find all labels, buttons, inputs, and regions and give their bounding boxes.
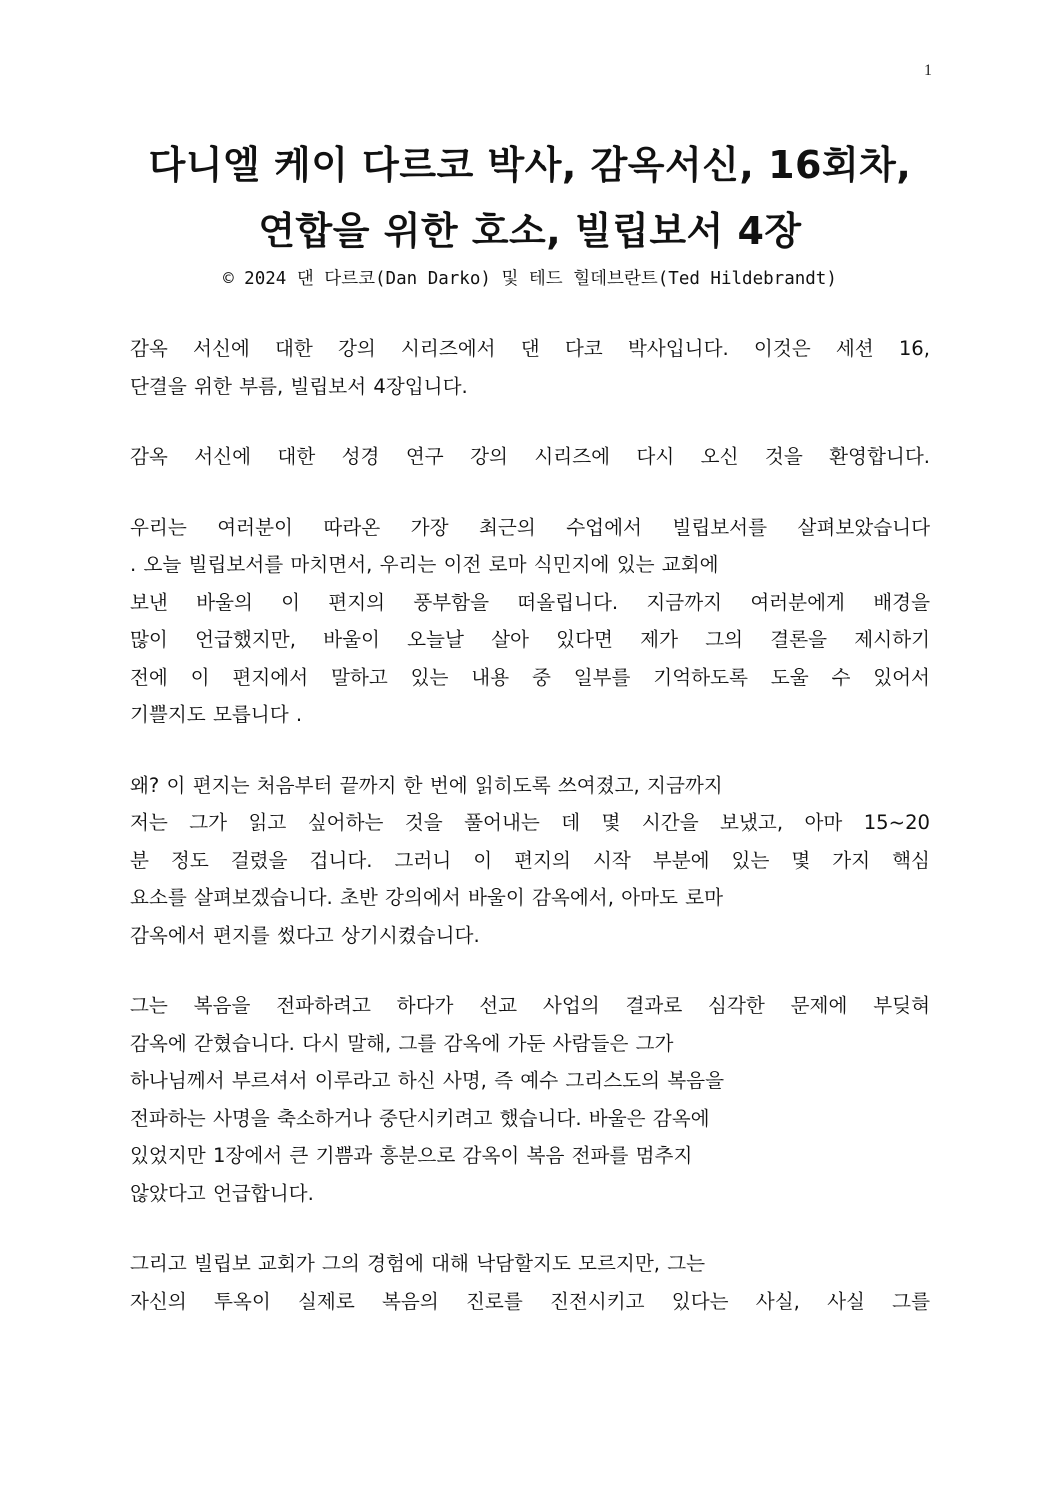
- text-line: 않았다고 언급합니다.: [130, 1181, 314, 1205]
- text-line: 전파하는 사명을 축소하거나 중단시키려고 했습니다. 바울은 감옥에: [130, 1106, 710, 1130]
- title-line-1: 다니엘 케이 다르코 박사, 감옥서신, 16회차,: [148, 143, 912, 187]
- paragraph-3: [130, 509, 930, 734]
- text-line: 감옥 서신에 대한 성경 연구 강의 시리즈에 다시 오신 것을 환영합니다.: [130, 445, 930, 468]
- paragraph-6: [130, 1245, 930, 1320]
- text-line: 감옥에서 편지를 썼다고 상기시켰습니다.: [130, 923, 480, 947]
- paragraph-2: [130, 438, 930, 476]
- text-line: 왜? 이 편지는 처음부터 끝까지 한 번에 읽히도록 쓰여졌고, 지금까지: [130, 773, 723, 797]
- text-line: 감옥 서신에 대한 강의 시리즈에서 댄 다코 박사입니다. 이것은 세션 16,: [130, 337, 930, 360]
- text-line: 하나님께서 부르셔서 이루라고 하신 사명, 즉 예수 그리스도의 복음을: [130, 1069, 725, 1092]
- text-line: 많이 언급했지만, 바울이 오늘날 살아 있다면 제가 그의 결론을 제시하기: [130, 628, 930, 651]
- text-line: 우리는 여러분이 따라온 가장 최근의 수업에서 빌립보서를 살펴보았습니다: [130, 515, 930, 539]
- text-line: 그리고 빌립보 교회가 그의 경험에 대해 낙담할지도 모르지만, 그는: [130, 1252, 706, 1275]
- text-line: 감옥에 갇혔습니다. 다시 말해, 그를 감옥에 가둔 사람들은 그가: [130, 1031, 674, 1055]
- text-line: 전에 이 편지에서 말하고 있는 내용 중 일부를 기억하도록 도울 수 있어서: [130, 665, 930, 689]
- text-line: 기쁠지도 모릅니다 .: [130, 703, 303, 726]
- text-line: 그는 복음을 전파하려고 하다가 선교 사업의 결과로 심각한 문제에 부딪혀: [130, 994, 930, 1017]
- page-number: 1: [924, 62, 932, 79]
- document-body: [130, 330, 930, 1353]
- title-line-2: 연합을 위한 호소, 빌립보서 4장: [258, 209, 802, 253]
- text-line: 있었지만 1장에서 큰 기쁨과 흥분으로 감옥이 복음 전파를 멈추지: [130, 1144, 693, 1167]
- paragraph-5: [130, 987, 930, 1212]
- copyright-notice: © 2024 댄 다르코(Dan Darko) 및 테드 힐데브란트(Ted Hildebrandt): [223, 269, 837, 289]
- text-line: . 오늘 빌립보서를 마치면서, 우리는 이전 로마 식민지에 있는 교회에: [130, 553, 719, 576]
- text-line: 분 정도 걸렸을 겁니다. 그러니 이 편지의 시작 부분에 있는 몇 가지 핵심: [130, 848, 930, 872]
- text-line: 자신의 투옥이 실제로 복음의 진로를 진전시키고 있다는 사실, 사실 그를: [130, 1289, 930, 1313]
- text-line: 단결을 위한 부름, 빌립보서 4장입니다.: [130, 374, 468, 398]
- text-line: 보낸 바울의 이 편지의 풍부함을 떠올립니다. 지금까지 여러분에게 배경을: [130, 590, 930, 614]
- paragraph-1: [130, 330, 930, 405]
- document-title: [90, 132, 970, 264]
- text-line: 요소를 살펴보겠습니다. 초반 강의에서 바울이 감옥에서, 아마도 로마: [130, 886, 724, 909]
- text-line: 저는 그가 읽고 싶어하는 것을 풀어내는 데 몇 시간을 보냈고, 아마 15~20: [130, 811, 930, 834]
- paragraph-4: [130, 767, 930, 955]
